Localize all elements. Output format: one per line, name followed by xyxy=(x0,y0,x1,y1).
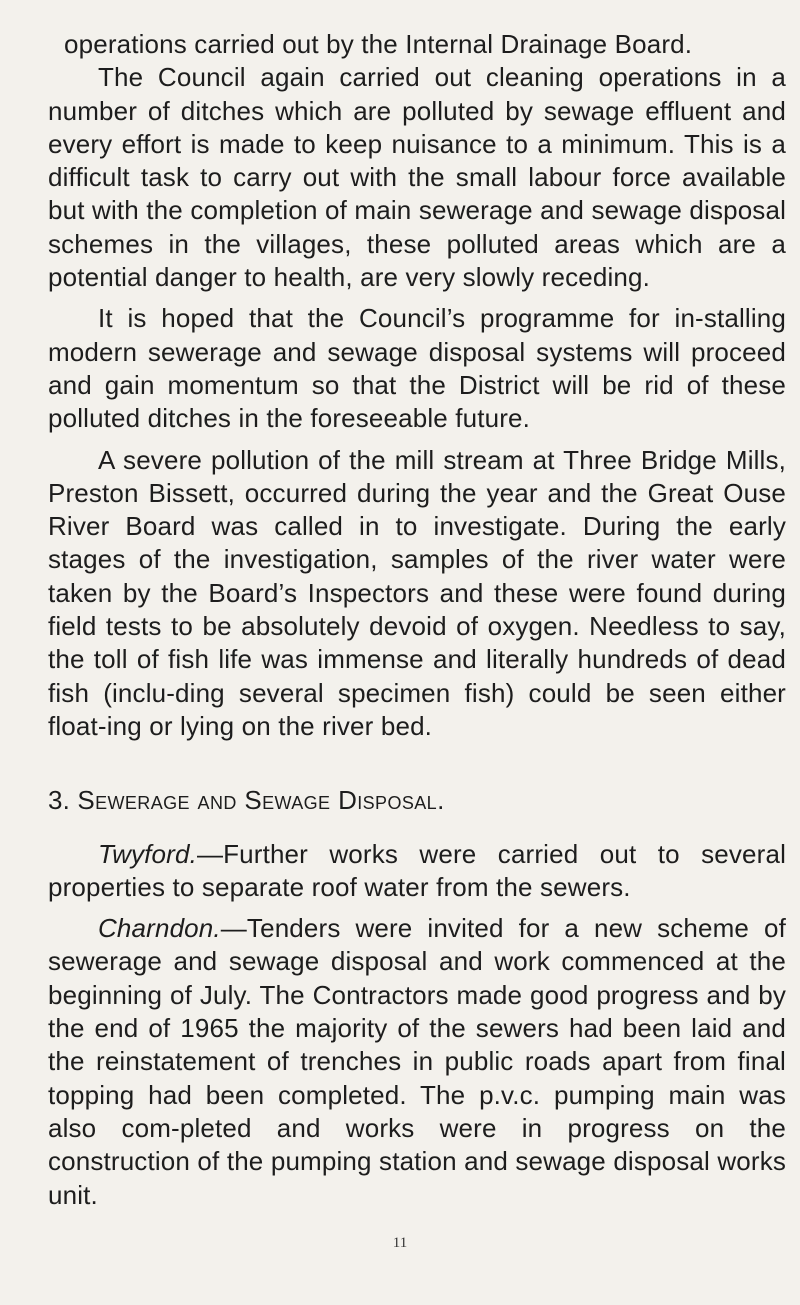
document-text xyxy=(48,28,786,1212)
subsection-text-charndon: —Tenders were invited for a new scheme of sewerage and sewage disposal and work commenced at the beginning of July. The Contractors made good progress and by the end of 1965 the majority of the sewers had been laid and the reinstatement of trenches in public roads apart from final topping had been completed. The p.v.c. pumping main was also com-pleted and works were in progress on the construction of the pumping station and sewage disposal works unit. xyxy=(48,913,786,1210)
paragraph-cleaning-operations: The Council again carried out cleaning operations in a number of ditches which are polluted by sewage effluent and every effort is made to keep nuisance to a minimum. This is a difficult task to carry out with the small labour force available but with the completion of main sewerage and sewage disposal schemes in the villages, these polluted areas which are a potential danger to health, are very slowly receding. xyxy=(48,62,786,293)
page-number: 11 xyxy=(392,1235,408,1251)
section-heading xyxy=(48,784,786,817)
subsection-place-charndon: Charndon. xyxy=(98,913,221,944)
subsection-text-twyford: —Further works were carried out to several properties to separate roof water from the sewers. xyxy=(48,838,786,902)
paragraph-mill-stream-pollution: A severe pollution of the mill stream at Three Bridge Mills, Preston Bissett, occurred during the year and the Great Ouse River Board was called in to investigate. During the early stages of the investigation, samples of the river water were taken by the Board’s Inspectors and these were found during field tests to be absolutely devoid of oxygen. Needless to say, the toll of fish life was immense and literally hundreds of dead fish (inclu-ding several specimen fish) could be seen either float-ing or lying on the river bed. xyxy=(48,444,786,741)
subsection-charndon xyxy=(48,912,786,1212)
paragraph-council-programme: It is hoped that the Council’s programme for in-stalling modern sewerage and sewage disposal systems will proceed and gain momentum so that the District will be rid of these polluted ditches in the foreseeable future. xyxy=(48,303,786,434)
opening-line: operations carried out by the Internal Drainage Board. xyxy=(64,29,693,59)
section-title: Sewerage and Sewage Disposal. xyxy=(77,785,445,816)
section-number: 3. xyxy=(48,785,70,816)
subsection-place-twyford: Twyford. xyxy=(98,838,197,869)
subsection-twyford xyxy=(48,838,786,905)
